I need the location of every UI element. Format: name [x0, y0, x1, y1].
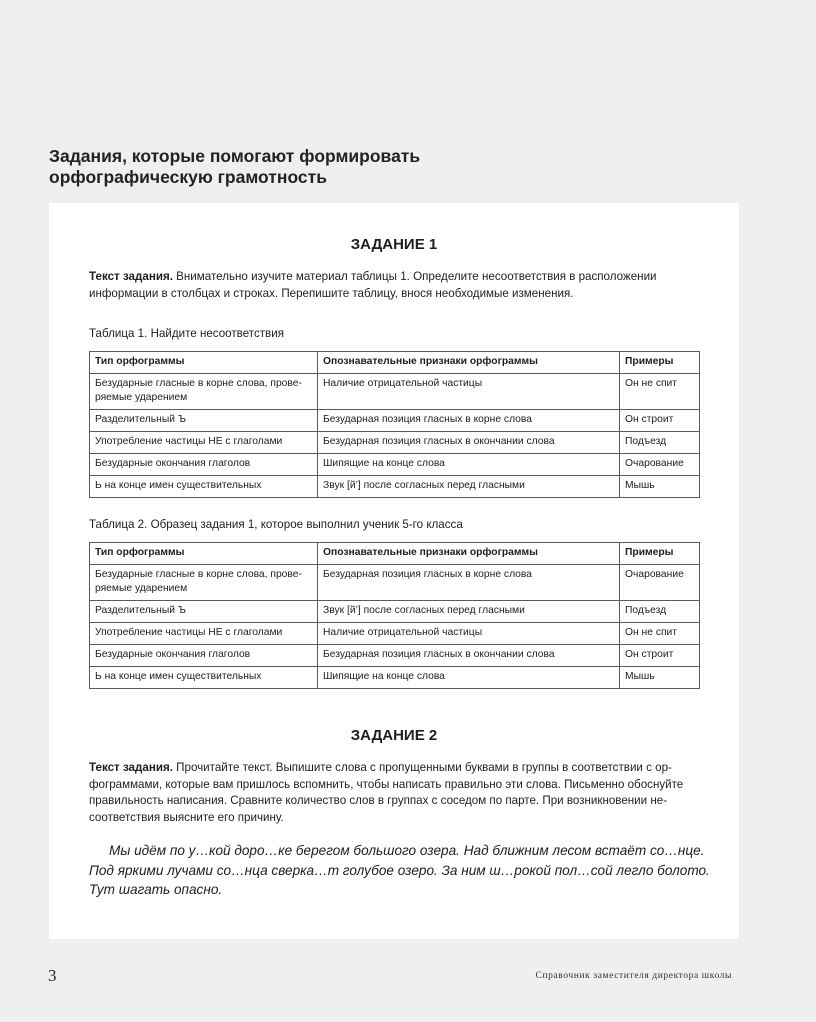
task-1-label: Текст задания.: [89, 270, 173, 283]
task-1-text-line-1: Внимательно изучите материал таблицы 1. Определите несоответствия в расположении: [176, 270, 657, 283]
example-text-line-3: Тут шагать опасно.: [89, 882, 223, 897]
table-1-header-row: [90, 352, 700, 374]
table-1-header-signs: Опознавательные признаки орфограммы: [318, 352, 620, 374]
table-cell: Разделительный Ъ: [90, 601, 318, 623]
task-2-title: ЗАДАНИЕ 2: [350, 727, 438, 744]
table-cell: Он не спит: [620, 374, 700, 410]
page-heading-line-2: орфографическую грамотность: [49, 167, 327, 187]
task-2-text-line-4: соответствия выясните его причину.: [89, 810, 284, 824]
table-2: [89, 542, 700, 689]
table-row: [90, 623, 700, 645]
table-cell: Он строит: [620, 645, 700, 667]
page-number: 3: [48, 966, 57, 985]
content-panel: [49, 203, 739, 939]
table-cell: Употребление частицы НЕ с глаголами: [90, 623, 318, 645]
table-cell: Очарование: [620, 454, 700, 476]
example-text: [89, 841, 710, 900]
table-row: [90, 432, 700, 454]
table-cell: Ь на конце имен существительных: [90, 667, 318, 689]
table-2-header-type: Тип орфограммы: [90, 543, 318, 565]
table-cell: Безударные окончания глаголов: [90, 454, 318, 476]
table-1-header-type: Тип орфограммы: [90, 352, 318, 374]
table-cell: Безударные окончания глаголов: [90, 645, 318, 667]
task-2-text-line-1: Прочитайте текст. Выпишите слова с пропущенными буквами в группы в соответствии с ор-: [176, 761, 672, 774]
table-cell: Подъезд: [620, 601, 700, 623]
table-cell: Он строит: [620, 410, 700, 432]
table-cell: Ь на конце имен существительных: [90, 476, 318, 498]
table-2-header-row: [90, 543, 700, 565]
cell-text: Безударные гласные в корне слова, прове-: [95, 569, 302, 580]
table-row: [90, 565, 700, 601]
footer-label: Справочник заместителя директора школы: [535, 971, 732, 981]
cell-text: ряемые ударением: [95, 583, 188, 594]
task-1-title: ЗАДАНИЕ 1: [350, 236, 438, 253]
task-2-text-line-3: правильность написания. Сравните количество слов в группах с соседом по парте. При возникновении не-: [89, 794, 668, 807]
example-text-line-2: Под яркими лучами со…нца сверка…т голубое озеро. За ним ш…рокой пол…сой легло болото.: [89, 862, 710, 878]
table-cell: Безударная позиция гласных в корне слова: [318, 410, 620, 432]
table-row: [90, 410, 700, 432]
table-row: [90, 454, 700, 476]
table-cell: Звук [й’] после согласных перед гласными: [318, 476, 620, 498]
table-2-caption: Таблица 2. Образец задания 1, которое выполнил ученик 5-го класса: [89, 518, 463, 531]
example-text-line-1: Мы идём по у…кой доро…ке берегом большого озера. Над ближним лесом встаёт со…нце.: [109, 843, 705, 858]
table-row: [90, 667, 700, 689]
task-2-text: [89, 760, 700, 826]
table-cell: Подъезд: [620, 432, 700, 454]
table-cell: Очарование: [620, 565, 700, 601]
table-row: [90, 476, 700, 498]
table-row: [90, 601, 700, 623]
table-row: [90, 374, 700, 410]
table-cell: Мышь: [620, 667, 700, 689]
table-cell: Наличие отрицательной частицы: [318, 374, 620, 410]
table-cell: [90, 565, 318, 601]
table-2-header-examples: Примеры: [620, 543, 700, 565]
table-1-caption: Таблица 1. Найдите несоответствия: [89, 327, 284, 340]
task-1-text-line-2: информации в столбцах и строках. Перепишите таблицу, внося необходимые изменения.: [89, 286, 574, 300]
table-cell: Мышь: [620, 476, 700, 498]
table-cell: [90, 374, 318, 410]
table-cell: Употребление частицы НЕ с глаголами: [90, 432, 318, 454]
cell-text: ряемые ударением: [95, 392, 188, 403]
task-2-text-line-2: фограммами, которые вам пришлось вспомнить, чтобы написать правильно эти слова. Письменно обоснуйте: [89, 777, 684, 791]
cell-text: Безударные гласные в корне слова, прове-: [95, 378, 302, 389]
table-cell: Безударная позиция гласных в корне слова: [318, 565, 620, 601]
task-2-label: Текст задания.: [89, 761, 173, 774]
table-row: [90, 645, 700, 667]
table-cell: Шипящие на конце слова: [318, 454, 620, 476]
table-cell: Безударная позиция гласных в окончании слова: [318, 432, 620, 454]
table-cell: Он не спит: [620, 623, 700, 645]
table-cell: Шипящие на конце слова: [318, 667, 620, 689]
table-1: [89, 351, 700, 498]
table-2-header-signs: Опознавательные признаки орфограммы: [318, 543, 620, 565]
table-1-header-examples: Примеры: [620, 352, 700, 374]
table-cell: Звук [й’] после согласных перед гласными: [318, 601, 620, 623]
page-heading: [49, 146, 749, 188]
table-cell: Безударная позиция гласных в окончании слова: [318, 645, 620, 667]
table-cell: Наличие отрицательной частицы: [318, 623, 620, 645]
page-heading-line-1: Задания, которые помогают формировать: [49, 146, 421, 166]
table-cell: Разделительный Ъ: [90, 410, 318, 432]
task-1-text: [89, 269, 700, 302]
